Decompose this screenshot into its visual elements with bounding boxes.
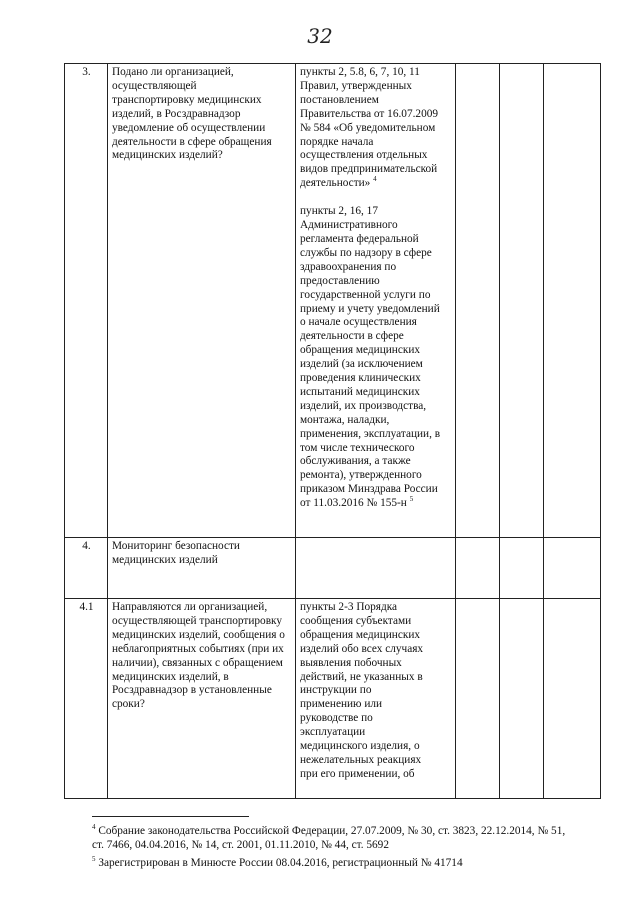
footnote-reference: 4	[373, 175, 377, 184]
legal-reference-line: о начале осуществления	[300, 316, 417, 329]
legal-reference-line: ремонта), утвержденного	[300, 469, 422, 482]
table-row	[65, 599, 601, 799]
legal-reference-line: пункты 2, 5.8, 6, 7, 10, 11	[300, 66, 420, 78]
question-line: Росздравнадзор в установленные	[112, 684, 272, 697]
legal-reference-line: проведения клинических	[300, 372, 421, 385]
legal-reference-line: применения, эксплуатации, в	[300, 427, 441, 440]
legal-reference-line: приказом Минздрава России	[300, 483, 438, 496]
legal-reference-line: деятельности в сфере	[300, 330, 404, 343]
legal-reference-line: от 11.03.2016 № 155-н $^5$	[300, 495, 414, 510]
question-line: неблагоприятных событиях (при их	[112, 642, 284, 655]
legal-reference-line: постановлением	[300, 93, 379, 106]
legal-reference-line: осуществления отдельных	[300, 149, 428, 162]
answer-cell-yes[interactable]	[456, 538, 500, 599]
question-line: Подано ли организацией,	[112, 66, 234, 78]
footnote-mark: 4	[92, 823, 96, 831]
question-line: медицинских изделий, сообщения о	[112, 628, 285, 641]
legal-reference-line: медицинского изделия, о	[300, 740, 420, 753]
legal-reference-line: монтажа, наладки,	[300, 413, 390, 426]
footnote-mark: 5	[92, 854, 96, 863]
legal-reference-line: приему и учету уведомлений	[300, 302, 440, 315]
question-line: деятельности в сфере обращения	[112, 135, 272, 148]
page-number: 32	[307, 24, 333, 48]
footnote-divider	[92, 816, 249, 817]
footnote	[92, 852, 592, 870]
legal-reference	[300, 66, 452, 191]
question-line: уведомление об осуществлении	[112, 121, 266, 134]
legal-reference-line: сообщения субъектами	[300, 614, 412, 627]
question-line: Направляются ли организацией,	[112, 601, 268, 613]
question-line: медицинских изделий	[112, 553, 218, 566]
row-number: 3.	[65, 64, 108, 538]
legal-reference-line: эксплуатации	[300, 726, 366, 739]
legal-basis-cell	[296, 599, 456, 799]
legal-reference-line: испытаний медицинских	[300, 385, 420, 398]
table-row	[65, 538, 601, 599]
question-cell	[108, 538, 296, 599]
legal-reference-line: изделий (за исключением	[300, 358, 423, 371]
footnotes	[92, 820, 592, 870]
question-cell	[108, 599, 296, 799]
legal-reference-line: № 584 «Об уведомительном	[300, 121, 436, 134]
answer-cell-na[interactable]	[544, 64, 601, 538]
question-line: транспортировку медицинских	[112, 93, 262, 106]
footnote-text: Зарегистрирован в Минюсте России 08.04.2016, регистрационный № 41714	[95, 856, 463, 869]
footnote-text: Собрание законодательства Российской Федерации, 27.07.2009, № 30, ст. 3823, 22.12.2014, № 51,	[95, 824, 566, 837]
legal-reference-line: службы по надзору в сфере	[300, 246, 432, 259]
legal-reference-line: обслуживания, а также	[300, 455, 411, 468]
question-line: осуществляющей транспортировку	[112, 614, 283, 627]
legal-reference-line: Административного	[300, 219, 398, 232]
row-number: 4.1	[65, 599, 108, 799]
question-line: Мониторинг безопасности	[112, 540, 240, 552]
legal-basis-cell	[296, 64, 456, 538]
legal-basis-cell	[296, 538, 456, 599]
checklist-table	[64, 63, 601, 799]
question-line: осуществляющей	[112, 79, 197, 92]
legal-reference-line: обращения медицинских	[300, 628, 421, 641]
question-cell	[108, 64, 296, 538]
legal-reference-line: обращения медицинских	[300, 344, 421, 357]
legal-reference-line: деятельности» $^4$	[300, 175, 377, 190]
legal-reference-line: порядке начала	[300, 135, 374, 148]
legal-reference-line: при его применении, об	[300, 767, 415, 780]
footnote-reference: 5	[409, 495, 414, 504]
question-line: изделий, в Росздравнадзор	[112, 107, 241, 120]
footnote-text: ст. 7466, 04.04.2016, № 14, ст. 2001, 01.11.2010, № 44, ст. 5692	[92, 838, 389, 851]
legal-reference-line: Правил, утвержденных	[300, 79, 412, 92]
legal-reference-line: действий, не указанных в	[300, 670, 423, 683]
legal-reference-line: руководстве по	[300, 712, 373, 725]
legal-reference	[300, 205, 452, 511]
answer-cell-yes[interactable]	[456, 599, 500, 799]
answer-cell-na[interactable]	[544, 538, 601, 599]
legal-reference-line: видов предпринимательской	[300, 163, 438, 176]
legal-reference-line: инструкции по	[300, 684, 372, 697]
answer-cell-no[interactable]	[500, 64, 544, 538]
footnote	[92, 820, 592, 852]
question-line: медицинских изделий?	[112, 149, 223, 162]
legal-reference-line: изделий, их производства,	[300, 399, 427, 412]
answer-cell-no[interactable]	[500, 599, 544, 799]
legal-reference-line: выявления побочных	[300, 656, 402, 669]
legal-reference-line: Правительства от 16.07.2009	[300, 107, 439, 120]
legal-reference-line: том числе технического	[300, 441, 415, 454]
question-line: медицинских изделий, в	[112, 670, 229, 683]
legal-reference-line: пункты 2-3 Порядка	[300, 601, 398, 613]
legal-reference-line: пункты 2, 16, 17	[300, 205, 378, 218]
legal-reference-line: изделий обо всех случаях	[300, 642, 424, 655]
row-number: 4.	[65, 538, 108, 599]
legal-reference-line: регламента федеральной	[300, 232, 419, 245]
question-line: сроки?	[112, 698, 145, 711]
legal-reference-line: применению или	[300, 698, 383, 711]
answer-cell-na[interactable]	[544, 599, 601, 799]
legal-reference-line: здравоохранения по	[300, 260, 397, 273]
legal-reference-line: предоставлению	[300, 274, 380, 287]
answer-cell-no[interactable]	[500, 538, 544, 599]
answer-cell-yes[interactable]	[456, 64, 500, 538]
table-row	[65, 64, 601, 538]
legal-reference	[300, 601, 452, 782]
question-line: наличии), связанных с обращением	[112, 656, 283, 669]
legal-reference-line: государственной услуги по	[300, 288, 431, 301]
legal-reference-line: нежелательных реакциях	[300, 753, 422, 766]
